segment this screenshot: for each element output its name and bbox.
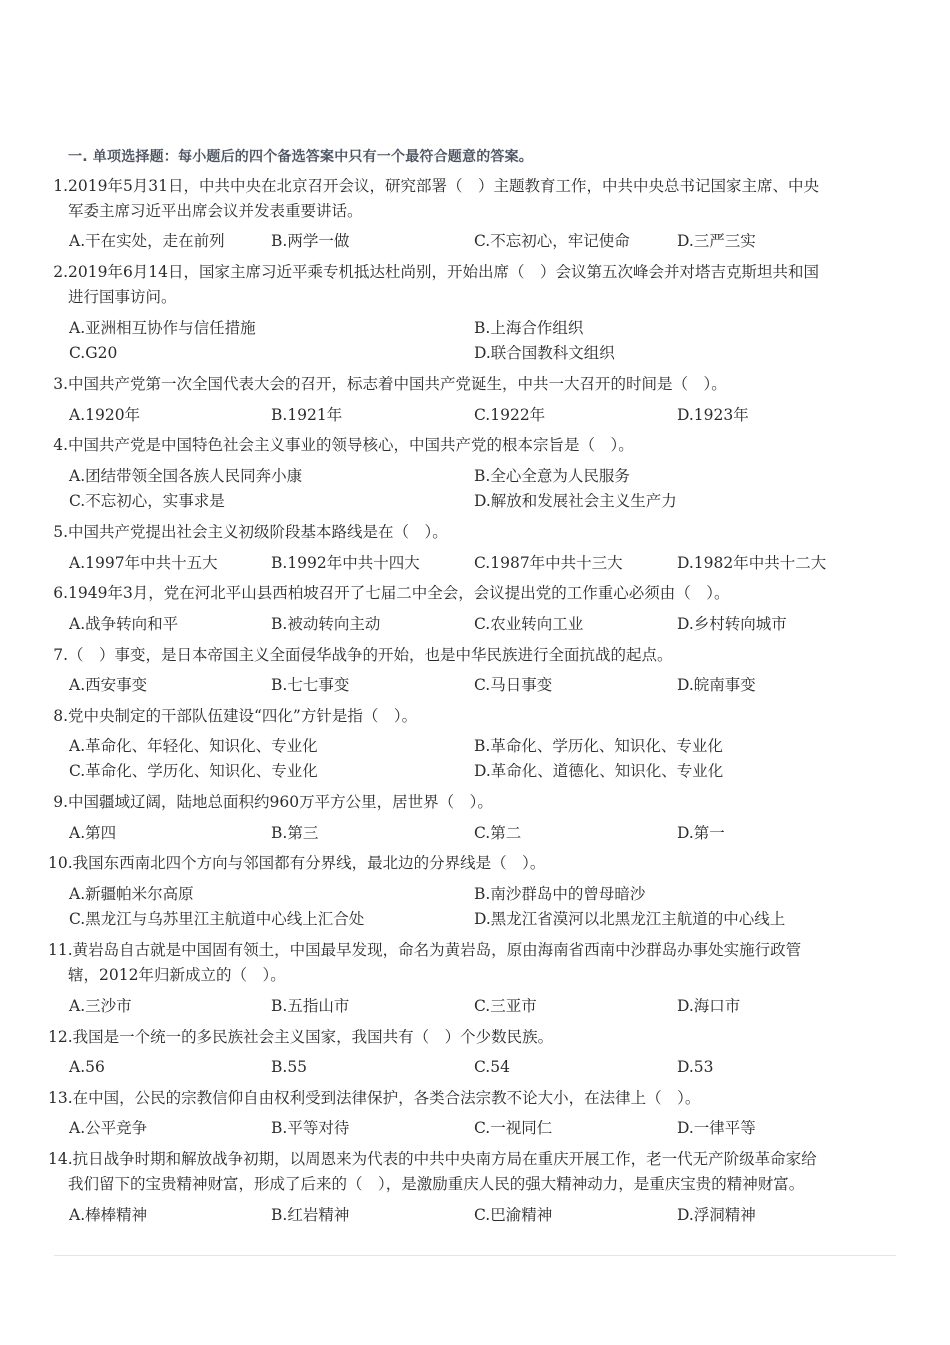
question-text-cont: 我们留下的宝贵精神财富，形成了后来的（ ），是激励重庆人民的强大精神动力，是重庆宝贵的精神财富。	[68, 1175, 805, 1193]
question-14	[48, 1147, 878, 1197]
option-c[interactable]: C.54	[474, 1058, 510, 1076]
option-c[interactable]: C.不忘初心，牢记使命	[474, 232, 630, 250]
option-b[interactable]: B.五指山市	[271, 997, 350, 1015]
option-c[interactable]: C.革命化、学历化、知识化、专业化	[69, 762, 318, 780]
option-c[interactable]: C.三亚市	[474, 997, 537, 1015]
option-b[interactable]: B.红岩精神	[271, 1206, 350, 1224]
option-c[interactable]: C.G20	[69, 344, 118, 362]
option-c[interactable]: C.不忘初心，实事求是	[69, 492, 225, 510]
option-b[interactable]: B.平等对待	[271, 1119, 350, 1137]
question-number: 11.	[48, 941, 73, 959]
question-9	[48, 790, 878, 815]
option-a[interactable]: A.三沙市	[69, 997, 132, 1015]
option-c[interactable]: C.一视同仁	[474, 1119, 553, 1137]
question-number: 13.	[48, 1089, 73, 1107]
option-b[interactable]: B.上海合作组织	[474, 319, 584, 337]
question-number: 3.	[53, 375, 68, 393]
question-text: 2019年5月31日，中共中央在北京召开会议，研究部署（ ）主题教育工作，中共中央总书记国家主席、中央	[68, 177, 820, 195]
question-text: 中国共产党提出社会主义初级阶段基本路线是在（ ）。	[68, 523, 448, 541]
question-text: 中国疆域辽阔，陆地总面积约960万平方公里，居世界（ ）。	[68, 793, 493, 811]
option-d[interactable]: D.联合国教科文组织	[474, 344, 615, 362]
option-a[interactable]: A.革命化、年轻化、知识化、专业化	[69, 737, 318, 755]
question-text-cont: 进行国事访问。	[68, 288, 177, 306]
question-number: 10.	[48, 854, 73, 872]
option-b[interactable]: B.1921年	[271, 406, 343, 424]
option-b[interactable]: B.第三	[271, 824, 319, 842]
option-a[interactable]: A.战争转向和平	[69, 615, 179, 633]
option-a[interactable]: A.棒棒精神	[69, 1206, 148, 1224]
option-a[interactable]: A.亚洲相互协作与信任措施	[69, 319, 256, 337]
question-8	[48, 704, 878, 729]
option-b[interactable]: B.革命化、学历化、知识化、专业化	[474, 737, 723, 755]
question-text: 中国共产党第一次全国代表大会的召开，标志着中国共产党诞生，中共一大召开的时间是（ ）。	[68, 375, 727, 393]
question-3	[48, 372, 878, 397]
option-a[interactable]: A.新疆帕米尔高原	[69, 885, 194, 903]
question-number: 14.	[48, 1150, 73, 1168]
option-d[interactable]: D.53	[677, 1058, 714, 1076]
option-b[interactable]: B.七七事变	[271, 676, 350, 694]
option-a[interactable]: A.1920年	[69, 406, 141, 424]
question-7	[48, 643, 878, 668]
option-c[interactable]: C.1987年中共十三大	[474, 554, 623, 572]
question-number: 2.	[53, 263, 68, 281]
question-4	[48, 433, 878, 458]
question-number: 4.	[53, 436, 68, 454]
option-a[interactable]: A.第四	[69, 824, 117, 842]
option-d[interactable]: D.第一	[677, 824, 725, 842]
option-c[interactable]: C.第二	[474, 824, 522, 842]
option-d[interactable]: D.一律平等	[677, 1119, 756, 1137]
option-d[interactable]: D.三严三实	[677, 232, 756, 250]
question-11	[48, 938, 878, 988]
section-title: 一. 单项选择题：每小题后的四个备选答案中只有一个最符合题意的答案。	[68, 149, 533, 165]
question-5	[48, 520, 878, 545]
option-c[interactable]: C.马日事变	[474, 676, 553, 694]
question-1	[48, 174, 878, 224]
option-a[interactable]: A.公平竞争	[69, 1119, 148, 1137]
option-c[interactable]: C.农业转向工业	[474, 615, 584, 633]
question-13	[48, 1086, 878, 1111]
option-b[interactable]: B.1992年中共十四大	[271, 554, 420, 572]
question-text: （ ）事变，是日本帝国主义全面侵华战争的开始，也是中华民族进行全面抗战的起点。	[68, 646, 673, 664]
option-c[interactable]: C.1922年	[474, 406, 546, 424]
option-b[interactable]: B.被动转向主动	[271, 615, 381, 633]
question-text: 我国是一个统一的多民族社会主义国家，我国共有（ ）个少数民族。	[72, 1028, 554, 1046]
option-d[interactable]: D.皖南事变	[677, 676, 756, 694]
question-text: 党中央制定的干部队伍建设“四化”方针是指（ ）。	[68, 707, 418, 725]
question-number: 5.	[53, 523, 68, 541]
option-d[interactable]: D.1982年中共十二大	[677, 554, 827, 572]
option-d[interactable]: D.乡村转向城市	[677, 615, 787, 633]
option-b[interactable]: B.55	[271, 1058, 308, 1076]
question-text: 2019年6月14日，国家主席习近平乘专机抵达杜尚别，开始出席（ ）会议第五次峰会并对塔吉克斯坦共和国	[68, 263, 820, 281]
option-b[interactable]: B.南沙群岛中的曾母暗沙	[474, 885, 646, 903]
question-text: 在中国，公民的宗教信仰自由权利受到法律保护，各类合法宗教不论大小，在法律上（ ）。	[72, 1089, 701, 1107]
option-d[interactable]: D.1923年	[677, 406, 749, 424]
question-10	[48, 851, 878, 876]
option-c[interactable]: C.黑龙江与乌苏里江主航道中心线上汇合处	[69, 910, 365, 928]
option-b[interactable]: B.两学一做	[271, 232, 350, 250]
question-text: 黄岩岛自古就是中国固有领土，中国最早发现，命名为黄岩岛，原由海南省西南中沙群岛办事处实施行政管	[72, 941, 802, 959]
option-c[interactable]: C.巴渝精神	[474, 1206, 553, 1224]
question-text: 抗日战争时期和解放战争初期，以周恩来为代表的中共中央南方局在重庆开展工作，老一代无产阶级革命家给	[72, 1150, 817, 1168]
question-6	[48, 581, 878, 606]
option-d[interactable]: D.黑龙江省漠河以北黑龙江主航道的中心线上	[474, 910, 786, 928]
option-a[interactable]: A.56	[69, 1058, 105, 1076]
question-text: 中国共产党是中国特色社会主义事业的领导核心，中国共产党的根本宗旨是（ ）。	[68, 436, 634, 454]
option-d[interactable]: D.革命化、道德化、知识化、专业化	[474, 762, 724, 780]
question-number: 6.	[53, 584, 68, 602]
question-text: 1949年3月，党在河北平山县西柏坡召开了七届二中全会，会议提出党的工作重心必须由（ ）。	[68, 584, 730, 602]
question-12	[48, 1025, 878, 1050]
option-b[interactable]: B.全心全意为人民服务	[474, 467, 630, 485]
option-a[interactable]: A.团结带领全国各族人民同奔小康	[69, 467, 303, 485]
question-number: 9.	[53, 793, 68, 811]
question-number: 12.	[48, 1028, 73, 1046]
footer-divider	[54, 1255, 896, 1256]
option-a[interactable]: A.1997年中共十五大	[69, 554, 218, 572]
option-d[interactable]: D.浮洞精神	[677, 1206, 756, 1224]
question-2	[48, 260, 878, 310]
option-a[interactable]: A.西安事变	[69, 676, 148, 694]
question-text: 我国东西南北四个方向与邻国都有分界线，最北边的分界线是（ ）。	[72, 854, 546, 872]
question-text-cont: 军委主席习近平出席会议并发表重要讲话。	[68, 202, 363, 220]
option-a[interactable]: A.干在实处，走在前列	[69, 232, 225, 250]
question-number: 1.	[53, 177, 68, 195]
question-text-cont: 辖，2012年归新成立的（ ）。	[68, 966, 286, 984]
question-number: 8.	[53, 707, 68, 725]
option-d[interactable]: D.海口市	[677, 997, 741, 1015]
option-d[interactable]: D.解放和发展社会主义生产力	[474, 492, 677, 510]
question-number: 7.	[53, 646, 68, 664]
